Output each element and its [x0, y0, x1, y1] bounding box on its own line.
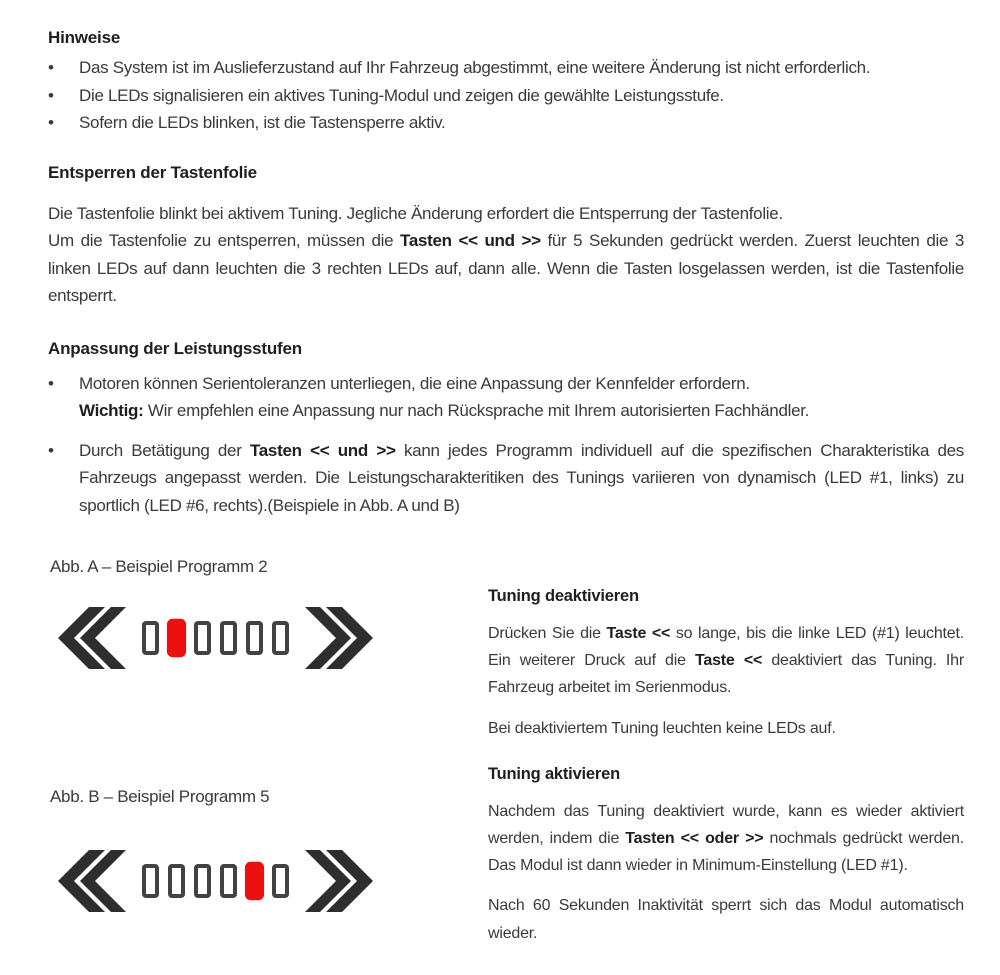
bullet-marker-icon: •	[48, 113, 54, 132]
bullet-marker-icon: •	[48, 440, 54, 460]
section-title-anpassung: Anpassung der Leistungsstufen	[48, 338, 302, 358]
entsperren-paragraph	[48, 200, 964, 310]
text-run: Nach 60 Sekunden Inaktivität sperrt sich das Modul automatisch wieder.	[488, 897, 964, 942]
bold-text-run: Taste <<	[606, 625, 671, 642]
bullet-item	[48, 82, 964, 110]
led-indicator	[220, 621, 237, 655]
bullet-text	[79, 54, 964, 82]
figure-b-label: Abb. B – Beispiel Programm 5	[50, 786, 270, 806]
text-run: Drücken Sie die	[488, 625, 607, 642]
tuning-deaktivieren-note	[488, 715, 964, 742]
led-indicator	[194, 864, 211, 898]
section-title-hinweise: Hinweise	[48, 28, 121, 47]
bold-text-run: Tasten << und >>	[400, 231, 541, 250]
led-indicator	[168, 864, 185, 898]
led-indicator	[272, 864, 289, 898]
bullet-marker-icon: •	[48, 373, 54, 393]
text-run: Sofern die LEDs blinken, ist die Tastensperre aktiv.	[79, 113, 446, 132]
bullet-marker-icon: •	[48, 58, 54, 77]
text-run: Um die Tastenfolie zu entsperren, müssen die	[48, 231, 401, 250]
led-indicator	[142, 621, 159, 655]
text-run: Motoren können Serientoleranzen unterliegen, die eine Anpassung der Kennfelder erfordern.	[79, 373, 750, 393]
text-run: Die Tastenfolie blinkt bei aktivem Tuning. Jegliche Änderung erfordert die Entsperrung der Tastenfolie.	[48, 203, 783, 223]
led-row	[142, 864, 289, 898]
tuning-aktivieren-paragraph	[488, 798, 964, 880]
tuning-aktivieren-note	[488, 892, 964, 946]
text-run: so lange, bis die linke LED (#1) leuchtet. Ein weiterer Druck auf die	[488, 625, 964, 670]
figure-b-led-display	[58, 850, 373, 912]
bullet-text	[79, 109, 964, 137]
text-run: für 5 Sekunden gedrückt werden. Zuerst leuchten die 3 linken LEDs auf dann leuchten die 3 rechten LEDs auf, dann alle. Wenn die Tasten losgelassen werden, ist die Tastenfolie entsperrt.	[48, 231, 964, 305]
bold-text-run: Tasten << oder >>	[625, 830, 764, 848]
bullet-marker-icon: •	[48, 85, 54, 105]
bold-text-run: Taste <<	[695, 652, 763, 670]
led-indicator	[142, 864, 159, 898]
bold-text-run: Wichtig:	[79, 401, 144, 420]
led-indicator	[246, 621, 263, 655]
figure-a-led-display	[58, 607, 373, 669]
bullet-text	[79, 370, 964, 425]
tuning-deaktivieren-paragraph	[488, 620, 964, 702]
bullet-item	[48, 54, 964, 82]
text-run: Durch Betätigung der	[79, 440, 250, 460]
bullet-text	[79, 82, 964, 110]
led-indicator-active	[167, 618, 186, 656]
led-indicator-active	[245, 862, 264, 900]
tuning-aktivieren-title: Tuning aktivieren	[488, 764, 620, 783]
bullet-text	[79, 437, 964, 520]
anpassung-bullet-list	[48, 370, 964, 520]
figures-column	[48, 539, 488, 947]
text-run: nochmals gedrückt werden. Das Modul ist dann wieder in Minimum-Einstellung (LED #1).	[488, 830, 964, 875]
text-run: deaktiviert das Tuning. Ihr Fahrzeug arbeitet im Serienmodus.	[488, 652, 965, 697]
text-run: Bei deaktiviertem Tuning leuchten keine LEDs auf.	[488, 719, 836, 737]
text-run: Das System ist im Auslieferzustand auf Ihr Fahrzeug abgestimmt, eine weitere Änderung ist nicht erforderlich.	[79, 58, 871, 77]
text-run: Wir empfehlen eine Anpassung nur nach Rücksprache mit Ihrem autorisierten Fachhändler.	[143, 401, 810, 420]
figures-and-instructions	[48, 539, 964, 947]
chevron-right-icon	[305, 607, 373, 669]
chevron-right-icon	[305, 850, 373, 912]
led-indicator	[220, 864, 237, 898]
text-run: kann jedes Programm individuell auf die spezifischen Charakteristika des Fahrzeugs angepasst werden. Die Leistungscharakteritiken des Tunings variieren von dynamisch (LED #1, links) zu sportlich (LED #6, rechts).(Beispiele in Abb. A und B)	[79, 440, 964, 515]
section-title-entsperren: Entsperren der Tastenfolie	[48, 162, 257, 182]
led-row	[142, 621, 289, 655]
chevron-left-icon	[58, 607, 126, 669]
bullet-item	[48, 437, 964, 520]
hinweise-bullet-list	[48, 54, 964, 137]
bullet-item	[48, 109, 964, 137]
tuning-deaktivieren-title: Tuning deaktivieren	[488, 587, 639, 605]
chevron-left-icon	[58, 850, 126, 912]
led-indicator	[194, 621, 211, 655]
bold-text-run: Tasten << und >>	[249, 440, 396, 460]
text-run: Die LEDs signalisieren ein aktives Tuning-Modul und zeigen die gewählte Leistungsstufe.	[79, 85, 724, 105]
instructions-column	[488, 539, 964, 947]
text-run: Nachdem das Tuning deaktiviert wurde, kann es wieder aktiviert werden, indem die	[488, 802, 964, 848]
led-indicator	[272, 621, 289, 655]
figure-a-label: Abb. A – Beispiel Programm 2	[50, 557, 268, 576]
bullet-item	[48, 370, 964, 425]
